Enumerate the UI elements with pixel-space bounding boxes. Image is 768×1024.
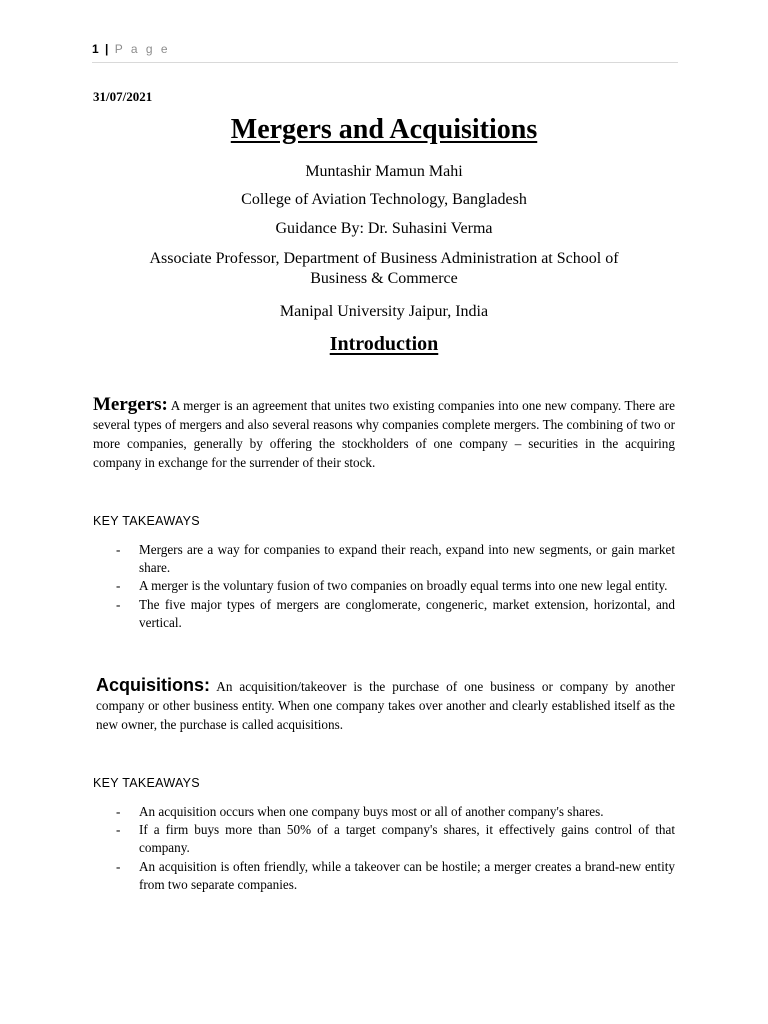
- bullet-dash: -: [116, 804, 121, 819]
- section-heading-introduction: Introduction: [329, 333, 439, 355]
- university-line: Manipal University Jaipur, India: [279, 303, 489, 320]
- list-item-text: If a firm buys more than 50% of a target company's shares, it effectively gains control of that company.: [139, 822, 675, 856]
- list-item: [93, 803, 675, 821]
- page-separator: |: [105, 42, 109, 56]
- bullet-dash: -: [116, 822, 121, 838]
- associate-affiliation: [92, 249, 676, 289]
- page-header: [92, 42, 678, 63]
- mergers-key-takeaways-label: KEY TAKEAWAYS: [93, 514, 200, 528]
- list-item-text: An acquisition occurs when one company buys most or all of another company's shares.: [139, 804, 604, 819]
- associate-line-1: Associate Professor, Department of Business Administration at School of: [149, 250, 619, 267]
- author-college: College of Aviation Technology, Bangladesh: [241, 191, 527, 208]
- list-item-text: Mergers are a way for companies to expand their reach, expand into new segments, or gain market share.: [139, 542, 675, 576]
- bullet-dash: -: [116, 858, 121, 874]
- mergers-lead: Mergers:: [93, 394, 168, 415]
- list-item-text: A merger is the voluntary fusion of two companies on broadly equal terms into one new legal entity.: [139, 578, 668, 594]
- acquisitions-lead: Acquisitions:: [96, 675, 211, 695]
- list-item: [93, 858, 675, 894]
- list-item: [93, 541, 675, 577]
- guidance-line: Guidance By: Dr. Suhasini Verma: [275, 220, 493, 237]
- page-label: P a g e: [114, 42, 171, 56]
- associate-line-2: Business & Commerce: [310, 270, 458, 287]
- acquisitions-text: An acquisition/takeover is the purchase of one business or company by another company or other business entity. When one company takes over another and clearly established itself as the new owner, the purchase is called acquisitions.: [96, 679, 675, 732]
- list-item: [93, 821, 675, 857]
- document-date: 31/07/2021: [93, 89, 153, 104]
- bullet-dash: -: [116, 578, 121, 594]
- list-item: [93, 577, 675, 595]
- bullet-dash: -: [116, 542, 121, 557]
- mergers-text: A merger is an agreement that unites two existing companies into one new company. There are several types of mergers and also several reasons why companies complete mergers. The combining of two or more companies, generally by offering the stockholders of one company – securities in the acquiring company in exchange for the surrender of their stock.: [93, 398, 675, 470]
- acquisitions-key-takeaways-label: KEY TAKEAWAYS: [93, 776, 200, 790]
- list-item-text: The five major types of mergers are conglomerate, congeneric, market extension, horizontal, and vertical.: [139, 596, 675, 630]
- list-item-text: An acquisition is often friendly, while a takeover can be hostile; a merger creates a brand-new entity from two separate companies.: [139, 858, 675, 892]
- mergers-paragraph: [93, 395, 675, 472]
- mergers-takeaways-list: [93, 541, 675, 632]
- document-title: Mergers and Acquisitions: [230, 114, 538, 145]
- author-name: Muntashir Mamun Mahi: [305, 163, 463, 180]
- bullet-dash: -: [116, 596, 121, 612]
- acquisitions-takeaways-list: [93, 803, 675, 894]
- list-item: [93, 596, 675, 632]
- acquisitions-paragraph: [96, 676, 675, 734]
- page-number: 1: [92, 42, 99, 56]
